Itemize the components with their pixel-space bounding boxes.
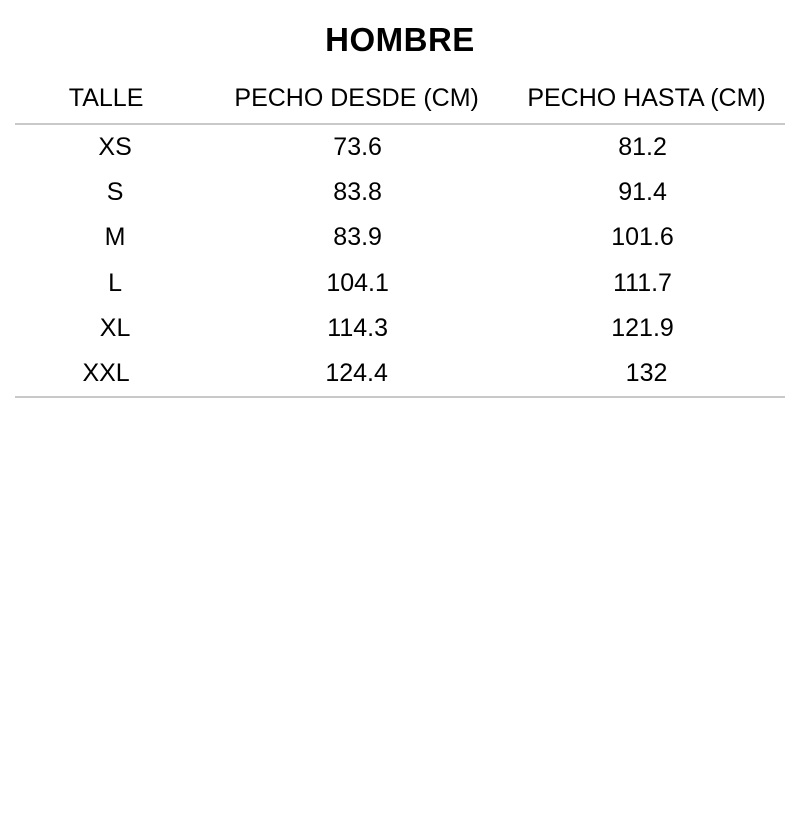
- table-row: [15, 351, 785, 397]
- cell-chest-to: 121.9: [611, 313, 674, 342]
- table-row: [15, 124, 785, 170]
- table-row: [15, 261, 785, 306]
- column-header-talle: TALLE: [15, 76, 215, 124]
- cell-size: S: [106, 178, 124, 207]
- cell-size: M: [104, 223, 126, 252]
- cell-size: XS: [98, 132, 132, 161]
- cell-size: XXL: [15, 351, 215, 397]
- table-body: [15, 124, 785, 398]
- size-chart-page: [0, 20, 800, 820]
- table-header-row: [15, 76, 785, 124]
- page-title: HOMBRE: [325, 21, 475, 58]
- size-chart-table: [15, 76, 785, 399]
- column-header-pecho-hasta: PECHO HASTA (CM): [500, 76, 785, 124]
- cell-chest-from: 114.3: [327, 313, 388, 342]
- cell-size: L: [108, 268, 123, 297]
- cell-chest-from: 124.4: [215, 351, 500, 397]
- table-header: [15, 76, 785, 124]
- column-header-pecho-desde: PECHO DESDE (CM): [215, 76, 500, 124]
- cell-chest-from: 83.9: [333, 223, 382, 252]
- cell-chest-from: 83.8: [333, 178, 382, 207]
- cell-chest-to: 81.2: [618, 132, 667, 161]
- table-row: [15, 215, 785, 260]
- cell-chest-to: 91.4: [618, 178, 667, 207]
- table-row: [15, 306, 785, 351]
- cell-chest-to: 101.6: [611, 223, 674, 252]
- cell-chest-to: 132: [500, 351, 785, 397]
- cell-chest-to: 111.7: [613, 268, 672, 297]
- cell-size: XL: [99, 313, 131, 342]
- cell-chest-from: 73.6: [333, 132, 382, 161]
- table-row: [15, 170, 785, 215]
- cell-chest-from: 104.1: [326, 268, 389, 297]
